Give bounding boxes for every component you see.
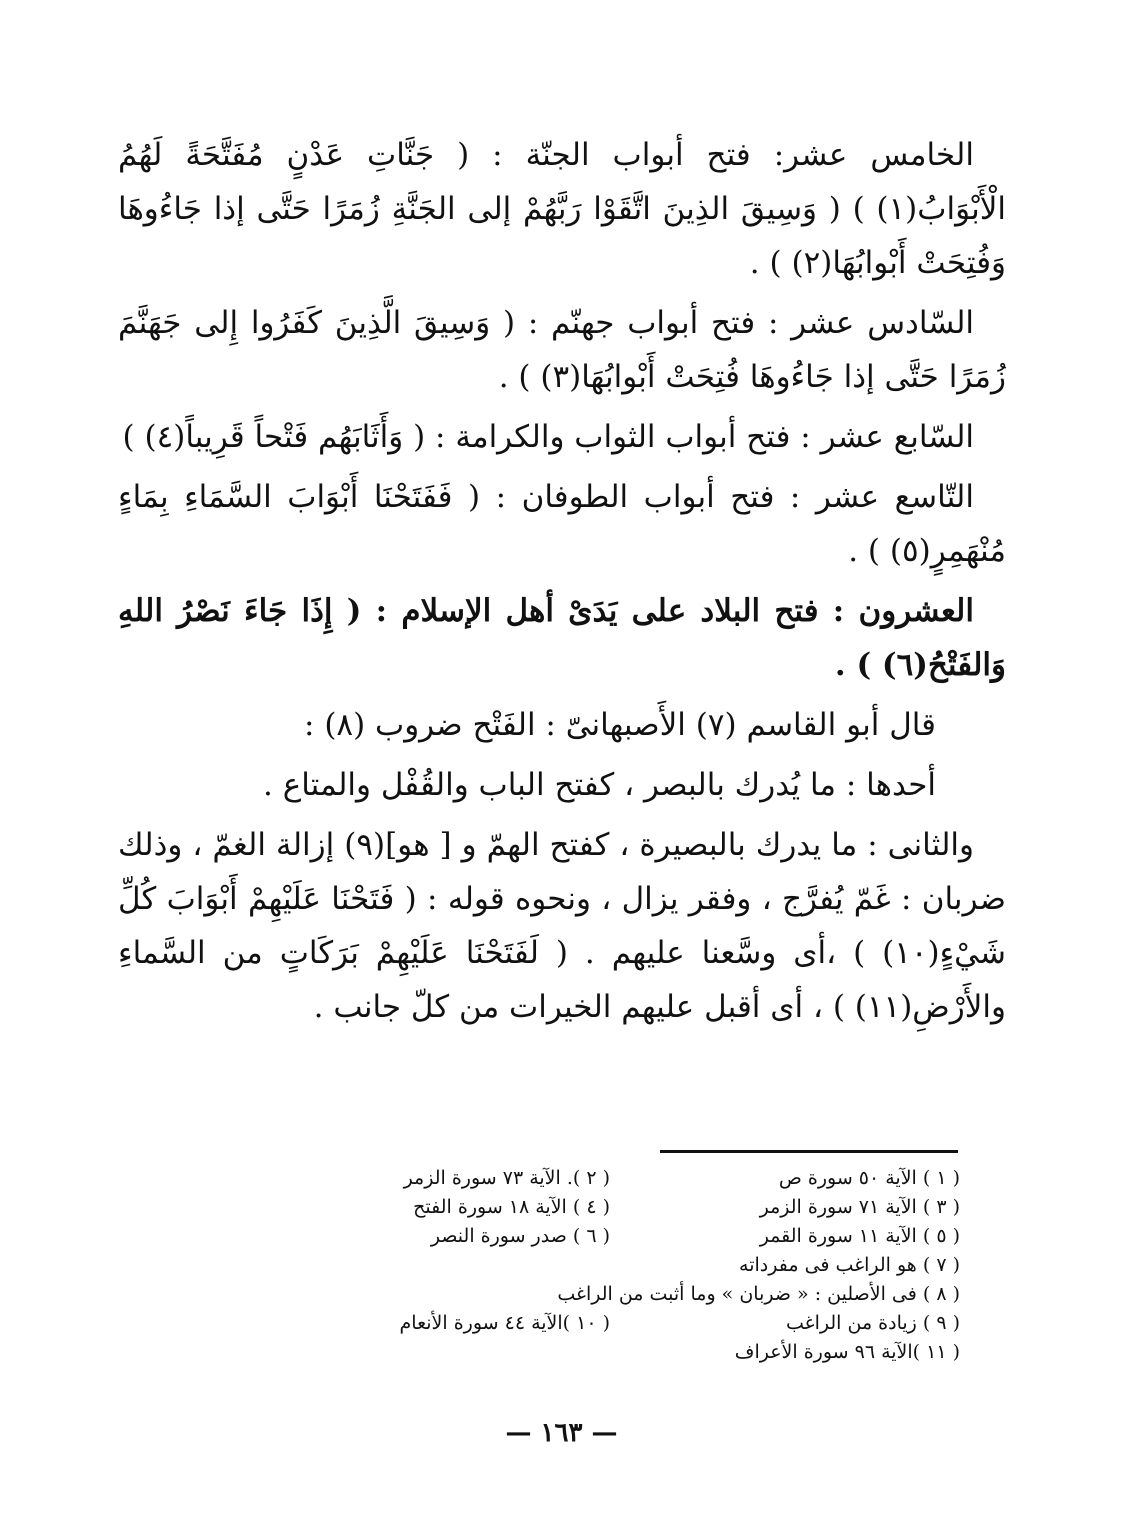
paragraph-abu-alqasim: قال أبو القاسم (٧) الأَصبهانىّ : الفَتْح ضروب (٨) : [304,707,936,743]
footnotes [260,1164,960,1367]
paragraph-seventeenth: السّابع عشر : فتح أبواب الثواب والكرامة : ( وَأَثَابَهُم فَتْحاً قَرِيباً(٤) ) [122,419,974,455]
paragraph-twentieth: العشرون : فتح البلاد على يَدَىْ أهل الإسلام : ( إِذَا جَاءَ نَصْرُ اللهِ وَالفَتْحُ(٦) ) . [118,593,1006,683]
footnote-11: ( ١١ )الآية ٩٦ سورة الأعراف [734,1341,960,1363]
footnote-1: ( ١ ) الآية ٥٠ سورة ص [778,1167,960,1189]
footnote-3: ( ٣ ) الآية ٧١ سورة الزمر [759,1196,960,1218]
footnote-8: ( ٨ ) فى الأصلين : « ضربان » وما أثبت من الراغب [557,1283,960,1305]
paragraph-second-kind: والثانى : ما يدرك بالبصيرة ، كفتح الهمّ و [ هو](٩) إزالة الغمّ ، وذلك ضربان : غَمّ يُفرَّج ، وفقر يزال ، ونحوه قوله : ( فَتَحْنَا عَلَيْهِمْ أَبْوَابَ كُلِّ شَيْءٍ(١٠) ) ،أى وسَّعنا عليهم . ( لَفَتَحْنَا عَلَيْهِمْ بَرَكَاتٍ من السَّماءِ والأَرْضِ(١١) ) ، أى أقبل عليهم الخيرات من كلّ جانب . [118,827,1006,1025]
footnote-row [260,1309,960,1338]
paragraph-sixteenth: السّادس عشر : فتح أبواب جهنّم : ( وَسِيقَ الَّذِينَ كَفَرُوا إِلى جَهَنَّمَ زُمَرًا حَتَّى إذا جَاءُوهَا فُتِحَتْ أَبْوابُهَا(٣) ) . [118,305,1006,395]
footnote-9: ( ٩ ) زيادة من الراغب [786,1312,960,1334]
paragraph-nineteenth: التّاسع عشر : فتح أبواب الطوفان : ( فَفَتَحْنَا أَبْوَابَ السَّمَاءِ بِمَاءٍ مُنْهَمِرٍ(٥) ) . [118,479,1006,569]
paragraph-first-kind: أحدها : ما يُدرك بالبصر ، كفتح الباب والقُفْل والمتاع . [263,767,936,803]
main-text [118,128,1006,1040]
footnote-7: ( ٧ ) هو الراغب فى مفرداته [739,1254,960,1276]
footnote-10: ( ١٠ )الآية ٤٤ سورة الأنعام [399,1312,610,1334]
paragraph-fifteenth: الخامس عشر: فتح أبواب الجنّة : ( جَنَّاتِ عَدْنٍ مُفَتَّحَةً لَهُمُ الْأَبْوَابُ(١) ) ( وَسِيقَ الذِينَ اتَّقَوْا رَبَّهُمْ إلى الجَنَّةِ زُمَرًا حَتَّى إذا جَاءُوهَا وَفُتِحَتْ أَبْوابُهَا(٢) ) . [118,137,1006,281]
page-number: — ١٦٣ — [505,1418,618,1448]
footnote-2: ( ٢ ). الآية ٧٣ سورة الزمر [403,1167,610,1189]
footnote-5: ( ٥ ) الآية ١١ سورة القمر [759,1225,960,1247]
footnote-6: ( ٦ ) صدر سورة النصر [430,1225,610,1247]
footnote-divider [660,1150,958,1153]
footnote-row [260,1222,960,1251]
footnote-4: ( ٤ ) الآية ١٨ سورة الفتح [413,1196,610,1218]
footnote-row [260,1193,960,1222]
footnote-row [260,1164,960,1193]
